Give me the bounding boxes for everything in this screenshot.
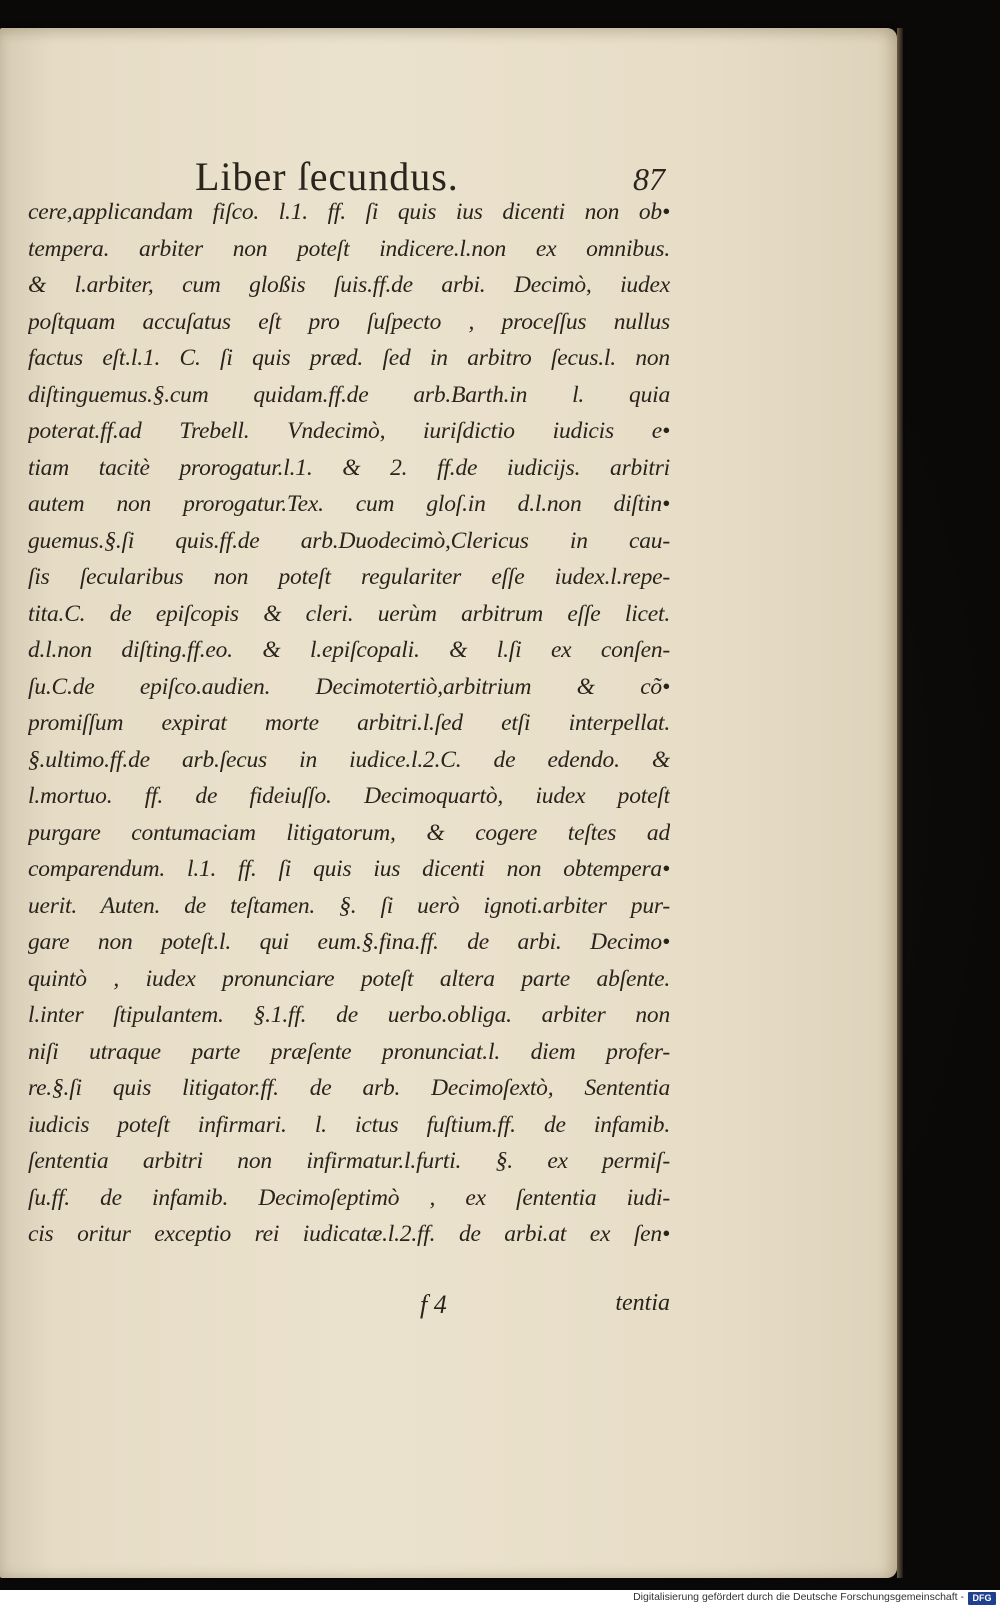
text-line: iudicis poteſt infirmari. l. ictus fuſtium.ff. de infamib. [28,1111,670,1138]
text-line: comparendum. l.1. ff. ſi quis ius dicenti non obtempera• [28,856,670,882]
text-line: factus eſt.l.1. C. ſi quis præd. ſed in arbitro ſecus.l. non [28,345,670,371]
text-line: purgare contumaciam litigatorum, & cogere teſtes ad [28,819,670,846]
text-line: cis oritur exceptio rei iudicatæ.l.2.ff. de arbi.at ex ſen• [28,1221,670,1247]
page-footer [420,1290,670,1330]
text-line: tita.C. de epiſcopis & cleri. uerùm arbitrum eſſe licet. [28,600,670,627]
text-line: niſi utraque parte præſente pronunciat.l. diem profer- [28,1038,670,1065]
page-number: 87 [633,161,665,197]
text-line: poterat.ff.ad Trebell. Vndecimò, iuriſdictio iudicis e• [28,418,670,444]
text-line: d.l.non diſting.ff.eo. & l.epiſcopali. & l.ſi ex conſen- [28,637,670,663]
text-line: tiam tacitè prorogatur.l.1. & 2. ff.de iudicijs. arbitri [28,454,670,481]
text-line: l.mortuo. ff. de fideiuſſo. Decimoquartò, iudex poteſt [28,783,670,809]
text-line: ſis ſecularibus non poteſt regulariter eſſe iudex.l.repe- [28,564,670,590]
text-line: tempera. arbiter non poteſt indicere.l.non ex omnibus. [28,235,670,262]
text-line: ſu.C.de epiſco.audien. Decimotertiò,arbitrium & cõ• [28,673,670,700]
text-line: poſtquam accuſatus eſt pro ſuſpecto , proceſſus nullus [28,308,670,335]
signature-mark: f 4 [420,1290,447,1319]
text-line: autem non prorogatur.Tex. cum gloſ.in d.l.non diſtin• [28,491,670,517]
page-edge-shadow [897,28,903,1578]
text-line: re.§.ſi quis litigator.ff. de arb. Decimoſextò, Sententia [28,1075,670,1101]
text-line: & l.arbiter, cum gloßis ſuis.ff.de arbi. Decimò, iudex [28,272,670,298]
book-page [0,28,897,1578]
text-line: l.inter ſtipulantem. §.1.ff. de uerbo.obliga. arbiter non [28,1002,670,1028]
body-text [28,194,670,1253]
credit-bar [0,1590,1000,1607]
text-line: cere,applicandam fiſco. l.1. ff. ſi quis ius dicenti non ob• [28,199,670,225]
text-line: ſu.ff. de infamib. Decimoſeptimò , ex ſententia iudi- [28,1184,670,1211]
text-line: ſententia arbitri non infirmatur.l.furti. §. ex permiſ- [28,1148,670,1174]
text-line: guemus.§.ſi quis.ff.de arb.Duodecimò,Clericus in cau- [28,527,670,554]
text-line: gare non poteſt.l. qui eum.§.fina.ff. de arbi. Decimo• [28,929,670,955]
catchword: tentia [615,1290,670,1316]
text-line: quintò , iudex pronunciare poteſt altera parte abſente. [28,965,670,992]
text-line: diſtinguemus.§.cum quidam.ff.de arb.Barth.in l. quia [28,381,670,408]
dfg-logo-icon: DFG [968,1592,996,1605]
running-title: Liber ſecundus. [195,154,459,199]
credit-text: Digitalisierung gefördert durch die Deutsche Forschungsgemeinschaft - [633,1591,964,1603]
text-line: promiſſum expirat morte arbitri.l.ſed etſi interpellat. [28,710,670,736]
text-line: uerit. Auten. de teſtamen. §. ſi uerò ignoti.arbiter pur- [28,892,670,919]
text-line: §.ultimo.ff.de arb.ſecus in iudice.l.2.C. de edendo. & [28,746,670,773]
